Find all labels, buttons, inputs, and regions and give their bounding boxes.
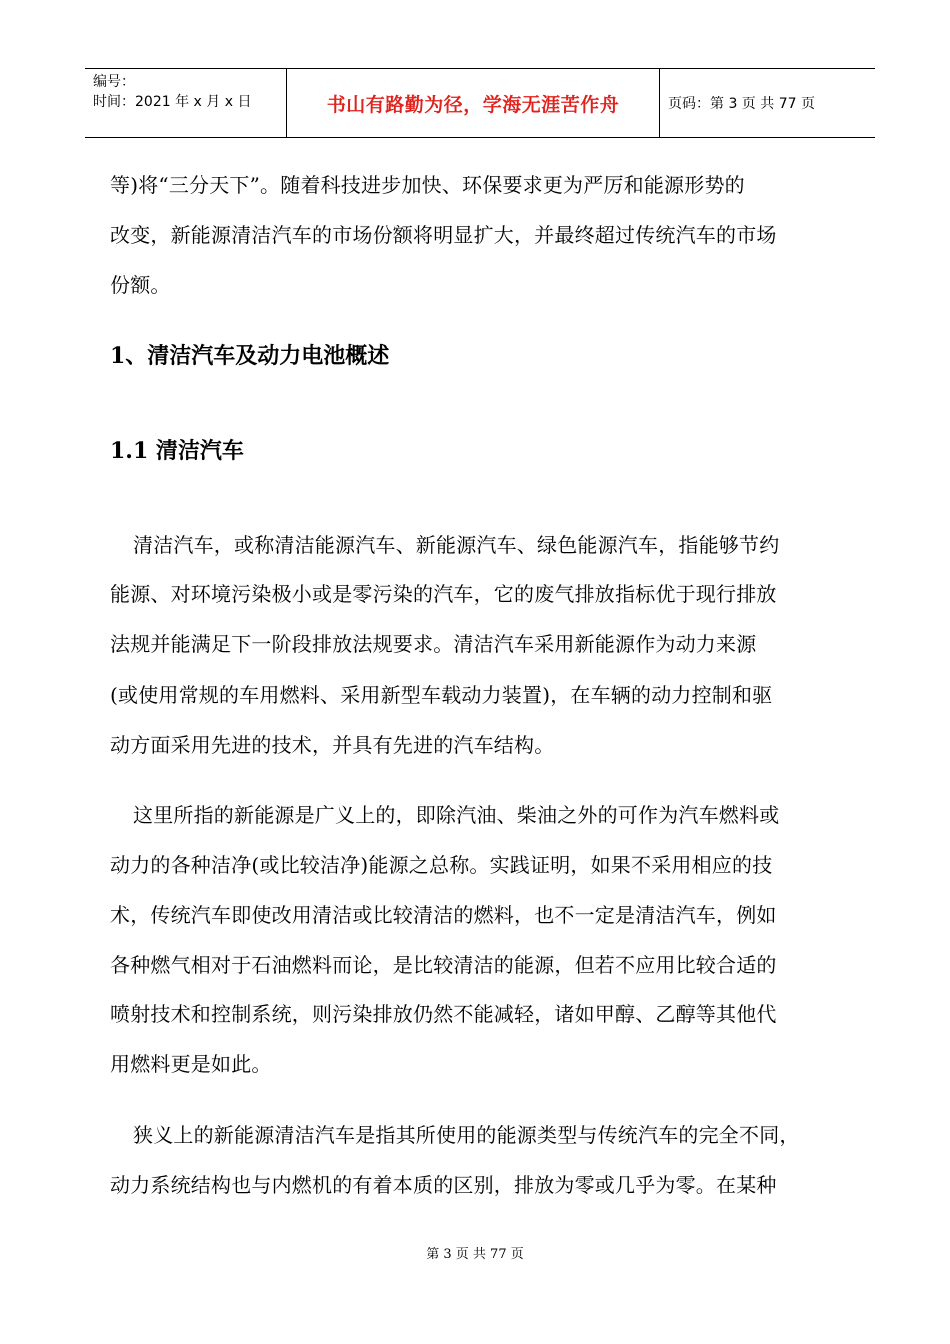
header-page-cell bbox=[660, 69, 875, 137]
motto-text: 书山有路勤为径，学海无涯苦作舟 bbox=[326, 93, 620, 116]
paragraph-line: 动力系统结构也与内燃机的有着本质的区别，排放为零或几乎为零。在某种 bbox=[110, 1173, 777, 1197]
paragraph-line: 术，传统汽车即使改用清洁或比较清洁的燃料，也不一定是清洁汽车，例如 bbox=[110, 903, 777, 927]
page-info: 页码：第 3 页 共 77 页 bbox=[668, 96, 815, 112]
page-footer: 第 3 页 共 77 页 bbox=[426, 1247, 524, 1262]
paragraph-line: 清洁汽车，或称清洁能源汽车、新能源汽车、绿色能源汽车，指能够节约 bbox=[133, 533, 780, 557]
paragraph-line: 法规并能满足下一阶段排放法规要求。清洁汽车采用新能源作为动力来源 bbox=[110, 632, 757, 656]
header-meta-cell bbox=[85, 69, 286, 137]
paragraph-line: (或使用常规的车用燃料、采用新型车载动力装置)，在车辆的动力控制和驱 bbox=[110, 683, 773, 707]
paragraph-line: 喷射技术和控制系统，则污染排放仍然不能减轻，诸如甲醇、乙醇等其他代 bbox=[110, 1002, 777, 1026]
document-date-label: 时间：2021 年 x 月 x 日 bbox=[93, 94, 252, 110]
intro-line: 份额。 bbox=[110, 273, 171, 297]
paragraph-line: 狭义上的新能源清洁汽车是指其所使用的能源类型与传统汽车的完全不同， bbox=[133, 1123, 800, 1147]
intro-line: 改变，新能源清洁汽车的市场份额将明显扩大，并最终超过传统汽车的市场 bbox=[110, 223, 777, 247]
section-heading-1: 1、清洁汽车及动力电池概述 bbox=[110, 343, 390, 369]
header-motto-cell bbox=[286, 69, 660, 137]
section-heading-1-1: 1.1 清洁汽车 bbox=[110, 438, 244, 464]
document-header bbox=[85, 68, 875, 138]
paragraph-line: 各种燃气相对于石油燃料而论，是比较清洁的能源，但若不应用比较合适的 bbox=[110, 953, 777, 977]
document-number-label: 编号： bbox=[93, 74, 135, 90]
paragraph-line: 能源、对环境污染极小或是零污染的汽车，它的废气排放指标优于现行排放 bbox=[110, 582, 777, 606]
paragraph-line: 这里所指的新能源是广义上的，即除汽油、柴油之外的可作为汽车燃料或 bbox=[133, 803, 780, 827]
paragraph-line: 用燃料更是如此。 bbox=[110, 1052, 272, 1076]
intro-line: 等)将“三分天下”。随着科技进步加快、环保要求更为严厉和能源形势的 bbox=[110, 173, 745, 197]
paragraph-line: 动力的各种洁净(或比较洁净)能源之总称。实践证明，如果不采用相应的技 bbox=[110, 853, 773, 877]
paragraph-line: 动方面采用先进的技术，并具有先进的汽车结构。 bbox=[110, 733, 555, 757]
